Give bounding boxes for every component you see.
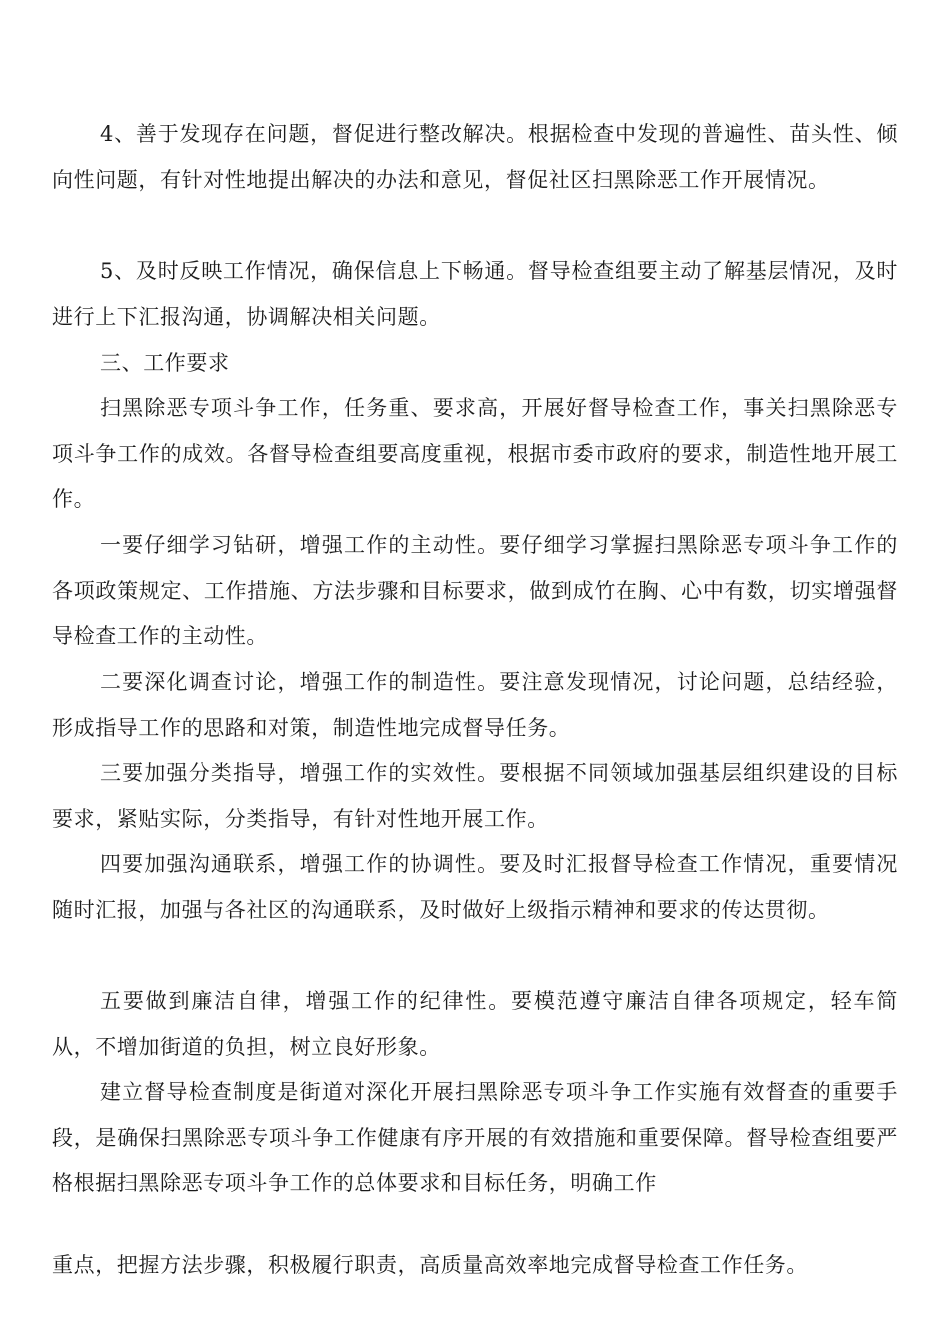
paragraph-requirements-intro: 扫黑除恶专项斗争工作，任务重、要求高，开展好督导检查工作，事关扫黑除恶专项斗争工作的成效。各督导检查组要高度重视，根据市委市政府的要求，制造性地开展工作。 — [52, 396, 898, 512]
paragraph-conclusion-continuation: 重点，把握方法步骤，积极履行职责，高质量高效率地完成督导检查工作任务。 — [52, 1253, 808, 1277]
paragraph-requirement-4: 四要加强沟通联系，增强工作的协调性。要及时汇报督导检查工作情况，重要情况随时汇报，加强与各社区的沟通联系，及时做好上级指示精神和要求的传达贯彻。 — [52, 852, 898, 922]
paragraph-requirement-3: 三要加强分类指导，增强工作的实效性。要根据不同领域加强基层组织建设的目标要求，紧贴实际，分类指导，有针对性地开展工作。 — [52, 761, 898, 831]
paragraph-requirement-2: 二要深化调查讨论，增强工作的制造性。要注意发现情况，讨论问题，总结经验，形成指导工作的思路和对策，制造性地完成督导任务。 — [52, 670, 898, 740]
paragraph-requirement-1: 一要仔细学习钻研，增强工作的主动性。要仔细学习掌握扫黑除恶专项斗争工作的各项政策规定、工作措施、方法步骤和目标要求，做到成竹在胸、心中有数，切实增强督导检查工作的主动性。 — [52, 533, 898, 649]
paragraph-conclusion: 建立督导检查制度是街道对深化开展扫黑除恶专项斗争工作实施有效督查的重要手段，是确保扫黑除恶专项斗争工作健康有序开展的有效措施和重要保障。督导检查组要严格根据扫黑除恶专项斗争工作的总体要求和目标任务，明确工作 — [52, 1080, 898, 1196]
section-heading: 三、工作要求 — [100, 351, 230, 375]
paragraph-5: 5、及时反映工作情况，确保信息上下畅通。督导检查组要主动了解基层情况，及时进行上下汇报沟通，协调解决相关问题。 — [52, 259, 898, 329]
paragraph-4: 4、善于发现存在问题，督促进行整改解决。根据检查中发现的普遍性、苗头性、倾向性问题，有针对性地提出解决的办法和意见，督促社区扫黑除恶工作开展情况。 — [52, 122, 898, 192]
paragraph-requirement-5: 五要做到廉洁自律，增强工作的纪律性。要模范遵守廉洁自律各项规定，轻车简从，不增加街道的负担，树立良好形象。 — [52, 989, 898, 1059]
